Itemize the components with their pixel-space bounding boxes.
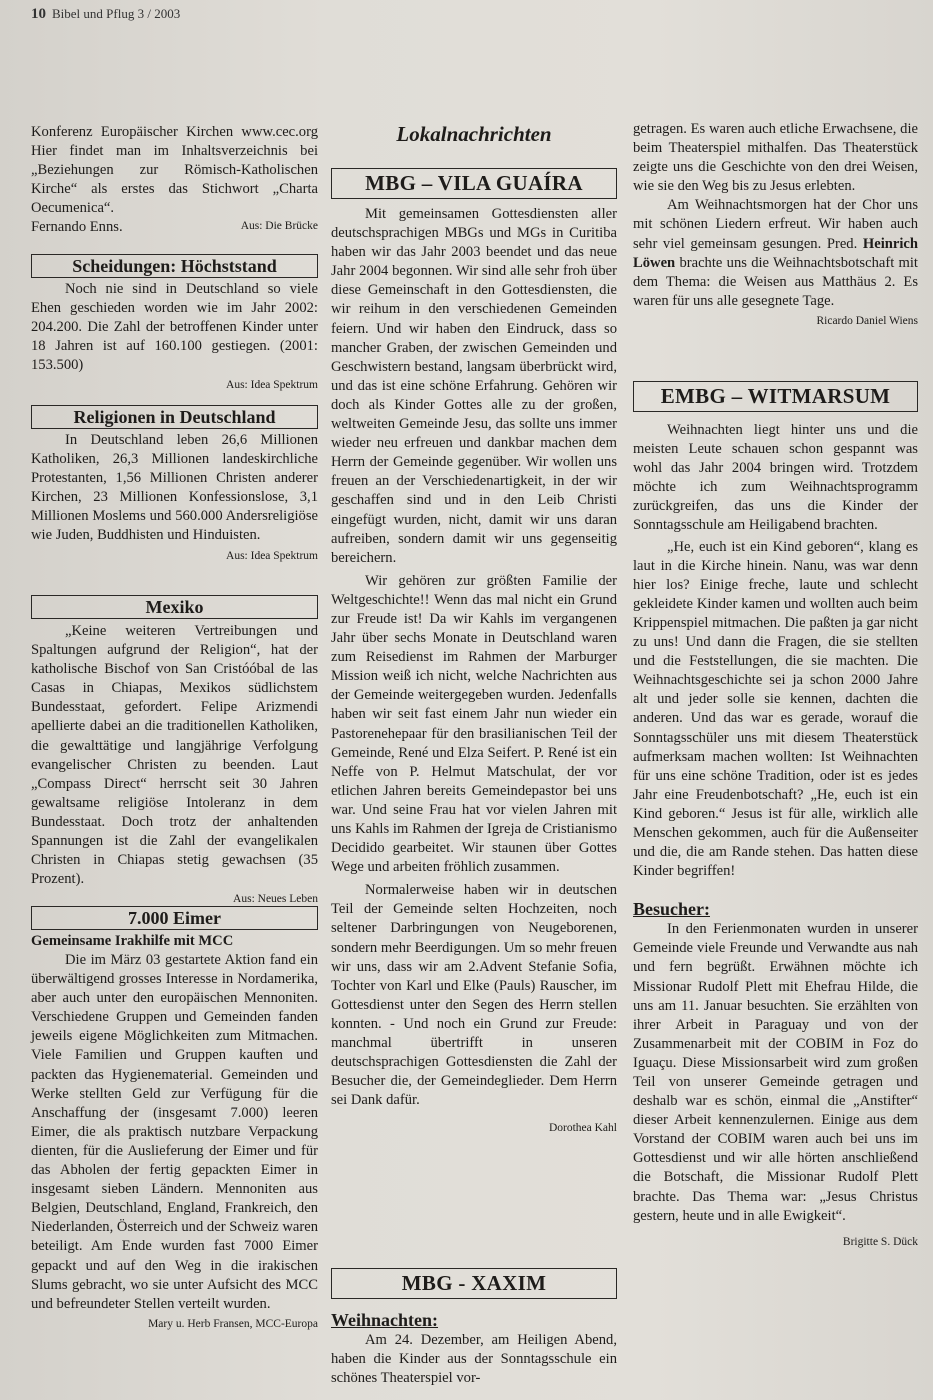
article-title-witmarsum: EMBG – WITMARSUM	[633, 381, 918, 412]
article-text: „Keine weiteren Vertreibungen und Spaltungen aufgrund der Religion“, hat der katholische Bischof von San Cristóóbal de las Casas in Chiapas, Mexikos südlichstem Bundesstaat, gefordert. Felipe Arizmendi apellierte dabei an die traditionellen Katholiken, die gewalttätige und langjährige Verfolgung evangelischer Christen zu beenden. Laut „Compass Direct“ herrscht seit 30 Jahren gewaltsame religiöse Intoleranz in dem Bundesstaat. Doch trotz der anhaltenden Spannungen ist die Zahl der evangelikalen Christen in Chiapas stetig gewachsen (35 Prozent).	[31, 623, 318, 888]
article-title-mexiko: Mexiko	[31, 595, 318, 619]
article-text: In Deutschland leben 26,6 Millionen Katholiken, 26,3 Millionen landeskirchliche Protestanten, 1,56 Millionen Christen anderer Kirchen, 23 Millionen Konfessionslose, 3,1 Millionen Moslems und 560.000 Andersreligiöse wie Juden, Buddhisten und Hinduisten.	[31, 432, 318, 544]
article-xaxim	[331, 1309, 617, 1388]
article-paragraph: Normalerweise haben wir in deutschen Teil der Gemeinde selten Hochzeiten, noch seltener Darbringungen von Neugeborenen, sondern mehr Beerdigungen. Um so mehr freuen wir uns, dass wir am 2.Advent Stefanie Sofia, Tochter von Karl und Elke (Pauls) Rauscher, im Gottesdienst unter den Segen des Herrn stellen konnten. - Und noch ein Grund zur Freude: manchmal übertrifft in unseren deutschsprachigen Gottesdiensten die Zahl der Besucher die, der Gemeindeglieder. Dem Herrn sei Dank dafür.	[331, 882, 617, 1109]
publication-name: Bibel und Pflug 3 / 2003	[52, 6, 181, 21]
intro-text: Konferenz Europäischer Kirchen www.cec.org Hier findet man im Inhaltsverzeichnis bei „Beziehungen zur Römisch-Katholischen Kirche“ als erstes das Stichwort „Charta Oecumenica“.	[31, 124, 318, 217]
article-eimer	[31, 932, 318, 1332]
article-scheidungen	[31, 280, 318, 393]
article-vila-guaira	[331, 205, 617, 1136]
page-header	[31, 6, 180, 23]
article-source: Brigitte S. Dück	[842, 1235, 918, 1248]
article-text: Die im März 03 gestartete Aktion fand ein überwältigend grosses Interesse in Nordamerika, aber auch unter den europäischen Mennoniten. Verschiedene Gruppen und Gemeinden fanden jeweils eigene Möglichkeiten zum Mitmachen. Viele Familien und Gruppen kauften und packten das Hygienematerial. Gemeinden und Werke stellten Geld zur Verfügung für die Anschaffung der (insgesamt 7.000) leeren Eimer, die als praktisch nutzbare Verpackung dienten, für die Auslieferung der Eimer und für das Abholen der fertig gepackten Eimer in insgesamt sieben Ländern. Mennoniten aus Belgien, Deutschland, England, Frankreich, den Niederlanden, Österreich und der Schweiz waren beteiligt. Am Ende wurden fast 7000 Eimer gepackt und auf den Weg in die irakischen Slums gebracht, wo sie unter Aufsicht des MCC und befreundeter Stellen verteilt wurden.	[31, 952, 318, 1312]
page-number: 10	[31, 6, 46, 22]
article-title-religionen: Religionen in Deutschland	[31, 405, 318, 429]
article-source: Aus: Neues Leben	[233, 893, 318, 906]
article-text: Am Weihnachtsmorgen hat der Chor uns mit schönen Liedern erfreut. Wir haben auch sehr viel gemeinsam gesungen. Pred.	[633, 197, 918, 252]
article-paragraph: Weihnachten liegt hinter uns und die meisten Leute schauen schon gespannt was wohl das Jahr 2004 bringen wird. Trotzdem möchte ich zum Weihnachtsprogramm zurückgreifen, das uns die Kinder der Sonntagsschule am Heiligabend brachten.	[633, 422, 918, 534]
intro-source: Aus: Die Brücke	[240, 220, 318, 233]
article-title-vila-guaira: MBG – VILA GUAÍRA	[331, 168, 617, 199]
article-paragraph: „He, euch ist ein Kind geboren“, klang es laut in die Kirche hinein. Nanu, was war denn hier los? Einige freche, laute und schlecht gekleidete Kinder kamen und wollten auch beim Krippenspiel mitmachen. Die paßten ja gar nicht zu uns! Und dann die Fragen, die sie stellten und die Feststellungen, die sie machten. Die Weihnachtsgeschichte sei ja schon 2000 Jahre alt und jeder solle sie kennen, dachten die anderen. Und das war es gerade, worauf die Sonntagsschüler uns mit diesem Theaterstück aufmerksam machen wollten: Ist Weihnachten für uns eine schöne Tradition, oder ist es jedes Jahr eine Freudenbotschaft? „He, euch ist ein Kind geboren.“ Jesus ist für alle, wirklich alle Menschen gekommen, auch für die Außenseiter und die, die am Rande stehen. Das hatten diese Kinder begriffen!	[633, 538, 918, 880]
intro-author: Fernando Enns.	[31, 219, 123, 236]
article-title-xaxim: MBG - XAXIM	[331, 1268, 617, 1299]
article-text: Am 24. Dezember, am Heiligen Abend, haben die Kinder aus der Sonntagsschule ein schönes Theaterspiel vor-	[331, 1332, 617, 1387]
article-text: getragen. Es waren auch etliche Erwachsene, die beim Theaterspiel mithalfen. Das Theaterstück zeigte uns die Geschichte von den drei Weisen, wie sie den Weg bis zu Jesus erlebten.	[633, 121, 918, 195]
article-source: Mary u. Herb Fransen, MCC-Europa	[148, 1317, 318, 1330]
article-paragraph: Wir gehören zur größten Familie der Weltgeschichte!! Wenn das mal nicht ein Grund zur Freude ist! Da wir Kahls im vergangenen Jahr über sechs Monate in Deutschland waren zum Reisedienst im Rahmen der Marburger Mission weiß ich nicht, welche Nachrichten aus der Gemeinde weitergegeben wurden. Jedenfalls haben wir seit fast einem Jahr nun wieder ein Pastorenehepaar für den brasilianischen Teil der Gemeinde, René und Elza Seifert. P. René ist ein Neffe von P. Helmut Matschulat, der vor etlichen Jahren bereits Gemeindepastor bei uns war. Und seine Frau hat vor vielen Jahren mit uns Kahls im Rahmen der Igreja de Cristianismo Decidido gearbeitet. Wir staunen über Gottes Wege und arbeiten fröhlich zusammen.	[331, 572, 617, 876]
article-title-scheidungen: Scheidungen: Höchststand	[31, 254, 318, 278]
article-text: Noch nie sind in Deutschland so viele Ehen geschieden worden wie im Jahr 2002: 204.200. Die Zahl der betroffenen Kinder unter 18 Jahren ist auf 160.100 gestiegen. (2001: 153.500)	[31, 281, 318, 374]
article-source: Dorothea Kahl	[548, 1122, 617, 1135]
article-text: brachte uns die Weihnachtsbotschaft mit dem Thema: die Weisen aus Matthäus 2. Es waren für uns alle gesegnete Tage.	[633, 254, 918, 309]
article-witmarsum	[633, 421, 918, 1250]
person-name: Heinrich Löwen	[633, 235, 918, 271]
article-subhead: Besucher:	[633, 899, 710, 920]
article-paragraph: In den Ferienmonaten wurden in unserer Gemeinde viele Freunde und Verwandte aus nah und fern begrüßt. Erwähnen möchte ich Missionar Rudolf Plett mit Ehefrau Hilde, die uns am 11. Januar besuchten. Sie erzählten von ihrer Arbeit in Paraguay und von der Zusammenarbeit mit der COBIM in Foz do Iguaçu. Diese Missionsarbeit wird zum großen Teil von unserer Gemeinde getragen und deshalb war es schön, einmal die „Anstifter“ dieser Arbeit kennenzulernen. Einige aus dem Vorstand der COBIM waren auch bei uns im Gottesdienst und wir alle hörten anschließend die Botschaft, die Missionar Rudolf Plett brachte. Das Thema war: „Jesus Christus gestern, heute und in alle Ewigkeit“.	[633, 921, 918, 1224]
article-source: Aus: Idea Spektrum	[226, 549, 318, 562]
article-title-eimer: 7.000 Eimer	[31, 906, 318, 930]
article-subtitle: Gemeinsame Irakhilfe mit MCC	[31, 933, 234, 949]
article-source: Aus: Idea Spektrum	[226, 379, 318, 392]
section-heading: Lokalnachrichten	[396, 122, 552, 146]
article-source: Ricardo Daniel Wiens	[816, 314, 918, 327]
article-subhead: Weihnachten:	[331, 1310, 439, 1330]
article-mexiko	[31, 622, 318, 907]
article-religionen	[31, 431, 318, 564]
article-paragraph: Mit gemeinsamen Gottesdiensten aller deutschsprachigen MBGs und MGs in Curitiba haben wir das Jahr 2003 beendet und das neue Jahr 2004 begonnen. Wir sind alle sehr froh über diese Gemeinschaft in den Gottesdiensten, die wir reihum in den verschiedenen Gemeinden feiern. Und wir haben den Eindruck, dass so mancher Graben, der zwischen Gemeinden und Geschwistern bestand, langsam überbrückt wird, und das ist eine schöne Erfahrung. Gehören wir doch als Kinder Gottes alle zu der großen, weltweiten Gemeinde Jesu, das sollte uns immer wieder neu erfreuen und dankbar machen dem Herrn der Gemeinde gegenüber. Wir wollen uns freuen an der Verschiedenartigkeit, in der wir geschaffen sind und in den Leib Christi eingefügt wurden, nicht, damit wir uns daran aufreiben, sondern damit wir uns gegenseitig bereichern.	[331, 206, 617, 566]
intro-article	[31, 123, 318, 238]
article-xaxim-continued	[633, 120, 918, 329]
